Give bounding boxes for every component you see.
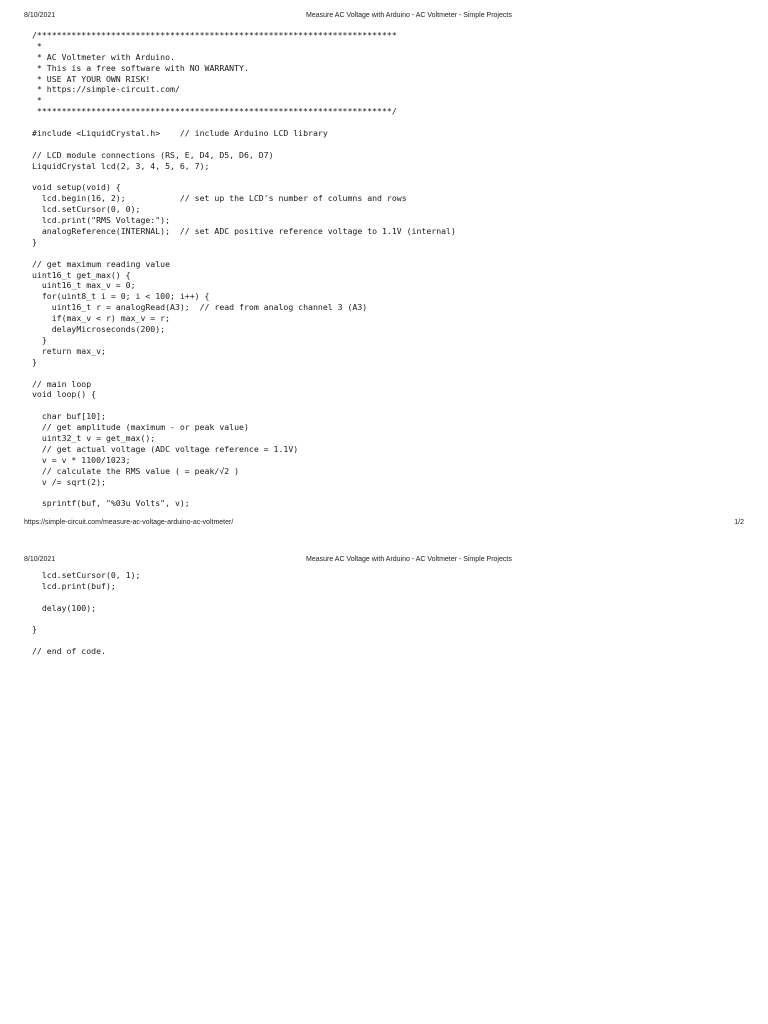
code-line	[32, 614, 140, 625]
code-line: // get amplitude (maximum - or peak value)	[32, 422, 249, 433]
code-line: void setup(void) {	[32, 182, 121, 193]
code-line: if(max_v < r) max_v = r;	[32, 313, 171, 324]
code-line: v = v * 1100/1023;	[32, 454, 131, 465]
code-line: uint16_t get_max() {	[32, 269, 131, 280]
code-line: uint32_t v = get_max();	[32, 432, 156, 443]
print-date: 8/10/2021	[24, 12, 56, 19]
code-line: *	[32, 40, 42, 51]
code-line: char buf[10];	[32, 411, 106, 422]
print-title: Measure AC Voltage with Arduino - AC Voltmeter - Simple Projects	[306, 556, 512, 563]
code-line	[32, 248, 456, 259]
code-line: lcd.setCursor(0, 0);	[32, 204, 141, 215]
code-line: * This is a free software with NO WARRANTY.	[32, 62, 249, 73]
code-line: // LCD module connections (RS, E, D4, D5, D6, D7)	[32, 149, 274, 160]
code-line: #include <LiquidCrystal.h> // include Arduino LCD library	[32, 128, 328, 139]
code-line: // get maximum reading value	[32, 258, 171, 269]
code-line: // end of code.	[32, 646, 106, 657]
code-block-page1	[32, 30, 456, 509]
code-line: * USE AT YOUR OWN RISK!	[32, 73, 151, 84]
code-line: lcd.begin(16, 2); // set up the LCD's number of columns and rows	[32, 193, 407, 204]
code-line: sprintf(buf, "%03u Volts", v);	[32, 498, 190, 509]
code-line: delay(100);	[32, 602, 97, 613]
code-line	[32, 592, 140, 603]
code-line: // calculate the RMS value ( = peak/√2 )	[32, 465, 240, 476]
code-line: v /= sqrt(2);	[32, 476, 106, 487]
code-line: analogReference(INTERNAL); // set ADC positive reference voltage to 1.1V (internal)	[32, 226, 456, 237]
code-line: for(uint8_t i = 0; i < 100; i++) {	[32, 291, 210, 302]
code-line: lcd.print(buf);	[32, 580, 116, 591]
code-line: * AC Voltmeter with Arduino.	[32, 51, 175, 62]
code-line: }	[32, 334, 47, 345]
page2-header	[24, 556, 744, 566]
page1-header	[24, 12, 744, 22]
code-line	[32, 400, 456, 411]
code-line: LiquidCrystal lcd(2, 3, 4, 5, 6, 7);	[32, 160, 210, 171]
code-line	[32, 172, 456, 183]
code-line: return max_v;	[32, 345, 106, 356]
code-line: }	[32, 236, 37, 247]
code-line: ************************************************************************/	[32, 106, 397, 117]
code-line	[32, 635, 140, 646]
code-line	[32, 368, 456, 379]
code-line: uint16_t max_v = 0;	[32, 280, 136, 291]
code-line: lcd.setCursor(0, 1);	[32, 570, 141, 580]
code-line: * https://simple-circuit.com/	[32, 84, 180, 95]
code-line: uint16_t r = analogRead(A3); // read from analog channel 3 (A3)	[32, 302, 368, 313]
code-line: void loop() {	[32, 389, 97, 400]
page-number: 1/2	[734, 519, 744, 526]
code-line: // get actual voltage (ADC voltage reference = 1.1V)	[32, 443, 299, 454]
code-line: *	[32, 95, 42, 106]
print-url[interactable]: https://simple-circuit.com/measure-ac-voltage-arduino-ac-voltmeter/	[24, 519, 234, 526]
page1-footer	[24, 519, 744, 529]
code-line: // main loop	[32, 378, 92, 389]
code-block-page2	[32, 570, 140, 657]
print-date: 8/10/2021	[24, 556, 56, 563]
code-line: /*************************************************************************	[32, 30, 397, 40]
code-line	[32, 117, 456, 128]
code-line	[32, 139, 456, 150]
code-line: }	[32, 356, 37, 367]
print-title: Measure AC Voltage with Arduino - AC Voltmeter - Simple Projects	[306, 12, 512, 19]
code-line: }	[32, 624, 37, 635]
code-line: lcd.print("RMS Voltage:");	[32, 215, 171, 226]
code-line: delayMicroseconds(200);	[32, 324, 166, 335]
code-line	[32, 487, 456, 498]
